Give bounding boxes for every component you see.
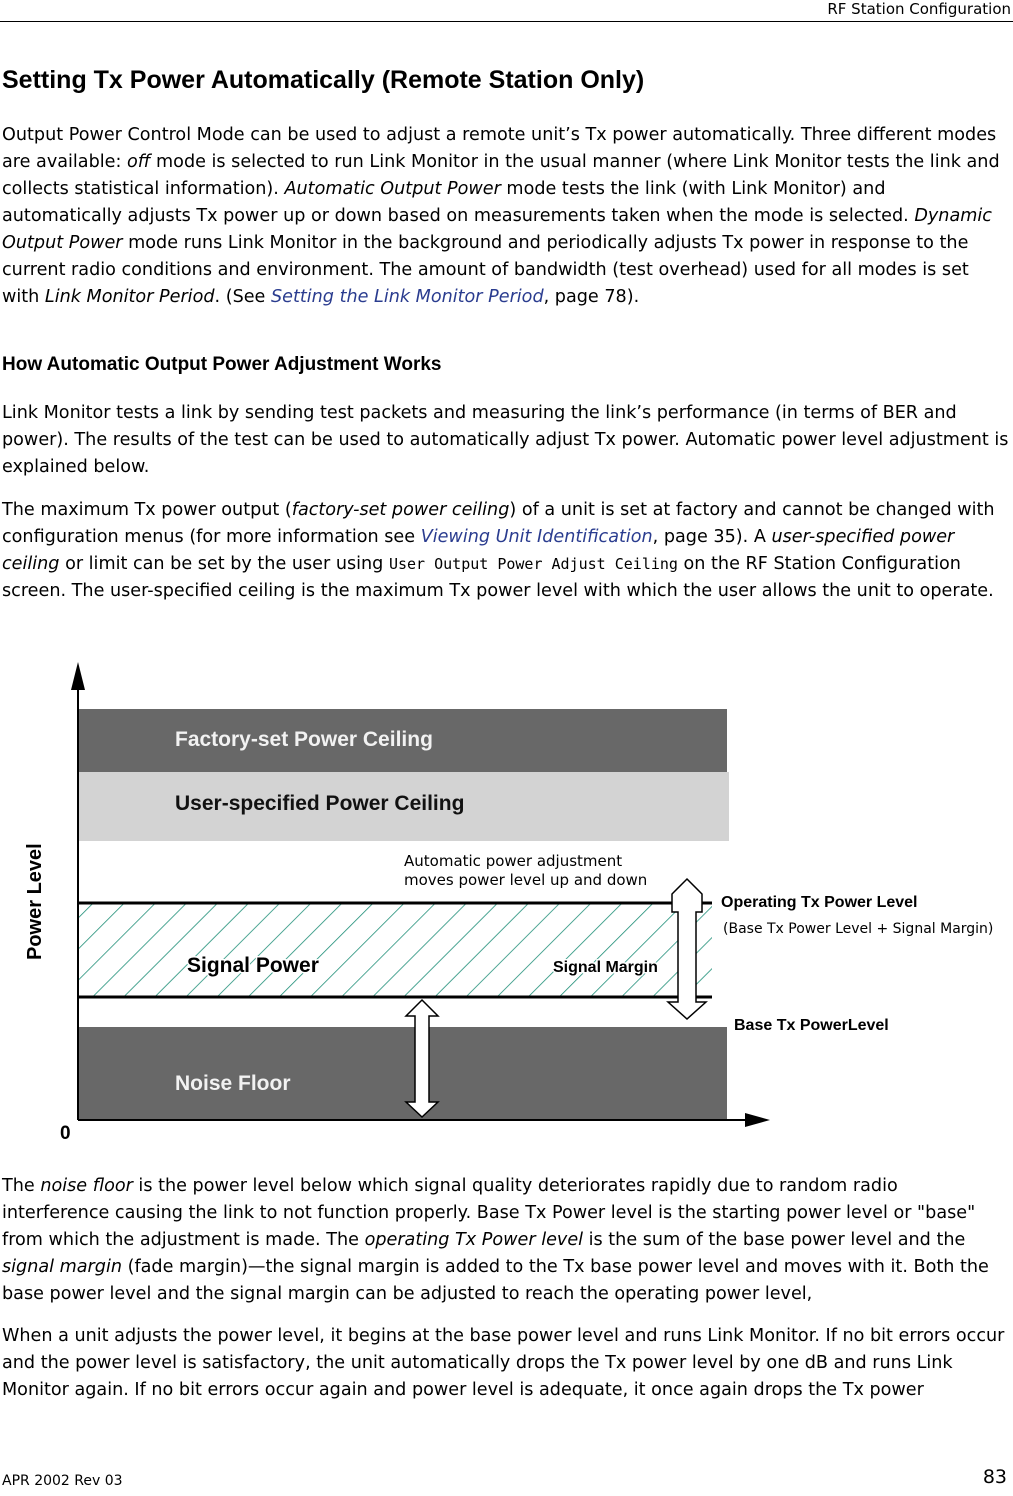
auto-note-line2: moves power level up and down bbox=[404, 871, 648, 889]
operating-level-label: Operating Tx Power Level bbox=[721, 894, 918, 911]
section-title: Setting Tx Power Automatically (Remote Station Only) bbox=[2, 66, 645, 94]
revision-footer: APR 2002 Rev 03 bbox=[2, 1473, 123, 1489]
factory-ceiling-term: factory-set power ceiling bbox=[291, 500, 510, 520]
power-ceiling-paragraph: The maximum Tx power output (factory-set power ceiling) of a unit is set at factory and cannot be changed with configuration menus (for more information see Viewing Unit Identification, page 35). A user-specified power ceiling or limit can be set by the user using User Output Power Adjust Ceiling on the RF Station Configuration screen. The user-specified ceiling is the maximum Tx power level with which the user allows the unit to operate. bbox=[2, 500, 995, 601]
signal-power-band bbox=[78, 903, 712, 997]
link-monitor-period-link[interactable]: Setting the Link Monitor Period bbox=[270, 287, 544, 307]
automatic-output-power-term: Automatic Output Power bbox=[284, 179, 501, 199]
signal-power-label: Signal Power bbox=[187, 954, 319, 977]
auto-note-line1: Automatic power adjustment bbox=[404, 852, 623, 870]
noise-floor-term: noise floor bbox=[40, 1176, 133, 1196]
ceiling-setting-code: User Output Power Adjust Ceiling bbox=[388, 555, 678, 573]
noise-floor-label: Noise Floor bbox=[175, 1072, 291, 1095]
noise-floor-paragraph: The noise floor is the power level below which signal quality deteriorates rapidly due to random radio interference causing the link to not function properly. Base Tx Power level is the starting power level or "base" from which the adjustment is made. The operating Tx Power level is the sum of the base power level and the signal margin (fade margin)—the signal margin is added to the Tx base power level and moves with it. Both the base power level and the signal margin can be adjusted to reach the operating power level, bbox=[2, 1176, 989, 1304]
dynamic-output-power-term: Dynamic Output Power bbox=[2, 206, 992, 253]
factory-ceiling-label: Factory-set Power Ceiling bbox=[175, 728, 433, 751]
viewing-unit-identification-link[interactable]: Viewing Unit Identification bbox=[420, 527, 653, 547]
link-monitor-period-term: Link Monitor Period bbox=[44, 287, 215, 307]
signal-margin-label: Signal Margin bbox=[553, 959, 658, 976]
user-ceiling-term: user-specified power ceiling bbox=[2, 527, 955, 574]
user-ceiling-label: User-specified Power Ceiling bbox=[175, 792, 465, 815]
adjustment-paragraph: When a unit adjusts the power level, it begins at the base power level and runs Link Monitor. If no bit errors occur and the power level is satisfactory, the unit automatically drops the Tx power level by one dB and runs Link Monitor again. If no bit errors occur again and power level is adequate, it once again drops the Tx power bbox=[2, 1326, 1005, 1400]
base-level-label: Base Tx PowerLevel bbox=[734, 1017, 889, 1034]
origin-label: 0 bbox=[60, 1123, 71, 1144]
y-axis-arrow bbox=[71, 662, 85, 690]
operating-level-sublabel: (Base Tx Power Level + Signal Margin) bbox=[723, 921, 994, 937]
y-axis-label: Power Level bbox=[24, 843, 46, 960]
subsection-title: How Automatic Output Power Adjustment Works bbox=[2, 354, 442, 375]
x-axis-arrow bbox=[745, 1113, 770, 1127]
running-header: RF Station Configuration bbox=[827, 0, 1011, 18]
link-monitor-paragraph: Link Monitor tests a link by sending test packets and measuring the link’s performance (in terms of BER and power). The results of the test can be used to automatically adjust Tx power. Automatic power level adjustment is explained below. bbox=[2, 403, 1009, 477]
intro-paragraph: Output Power Control Mode can be used to adjust a remote unit’s Tx power automatically. Three different modes are available: off mode is selected to run Link Monitor in the usual manner (where Link Monitor tests the link and collects statistical information). Automatic Output Power mode tests the link (with Link Monitor) and automatically adjusts Tx power up or down based on measurements taken when the mode is selected. Dynamic Output Power mode runs Link Monitor in the background and periodically adjusts Tx power in response to the current radio conditions and environment. The amount of bandwidth (test overhead) used for all modes is set with Link Monitor Period. (See Setting the Link Monitor Period, page 78). bbox=[2, 125, 1000, 307]
off-term: off bbox=[126, 152, 151, 172]
operating-power-term: operating Tx Power level bbox=[364, 1230, 584, 1250]
signal-margin-term: signal margin bbox=[2, 1257, 122, 1277]
page-number: 83 bbox=[982, 1466, 1007, 1488]
